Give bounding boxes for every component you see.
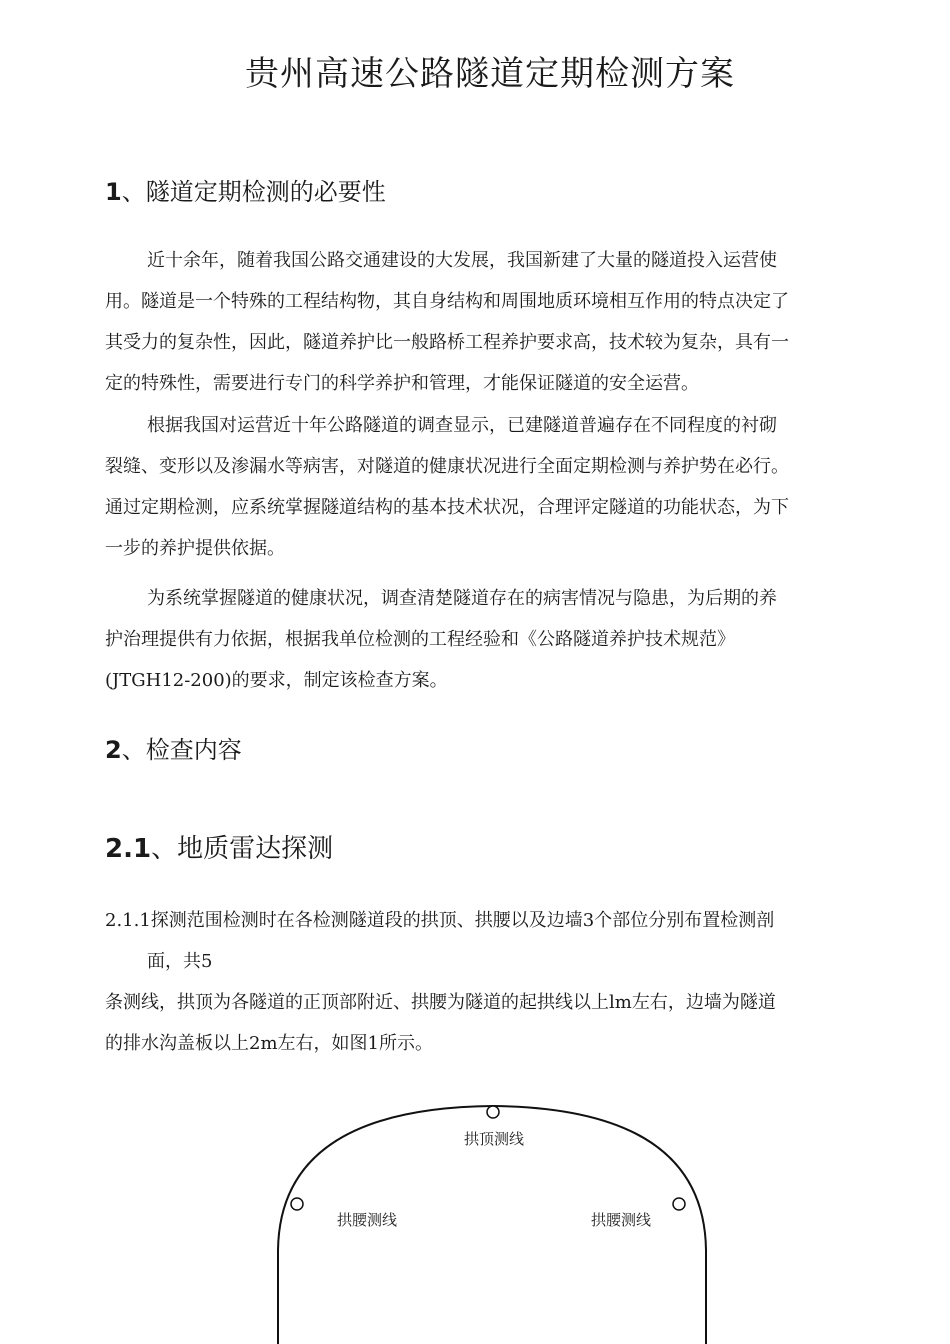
paragraph-line: (JTGH12-200)的要求，制定该检查方案。 bbox=[105, 670, 448, 691]
section-1-title: 、隧道定期检测的必要性 bbox=[121, 178, 386, 206]
item-line: 面，共5 bbox=[147, 951, 213, 972]
section-1-heading bbox=[105, 172, 386, 207]
item-line: 的排水沟盖板以上2m左右，如图1所示。 bbox=[105, 1033, 433, 1054]
paragraph-line: 根据我国对运营近十年公路隧道的调查显示，已建隧道普遍存在不同程度的衬砌 bbox=[147, 415, 777, 436]
section-2-title: 、检查内容 bbox=[121, 736, 242, 764]
paragraph-line: 护治理提供有力依据，根据我单位检测的工程经验和《公路隧道养护技术规范》 bbox=[105, 629, 735, 650]
section-1-number: 1 bbox=[105, 178, 122, 206]
section-2-heading bbox=[105, 730, 242, 765]
section-2-1-number: 2.1 bbox=[105, 834, 152, 864]
right-haunch-line-label: 拱腰测线 bbox=[590, 1211, 652, 1229]
paragraph-3 bbox=[105, 578, 877, 701]
document-title: 贵州高速公路隧道定期检测方案 bbox=[245, 54, 735, 94]
tunnel-cross-section-figure bbox=[260, 1100, 720, 1344]
crown-survey-point bbox=[487, 1106, 499, 1118]
paragraph-line: 一步的养护提供依据。 bbox=[105, 538, 285, 559]
paragraph-line: 定的特殊性，需要进行专门的科学养护和管理，才能保证隧道的安全运营。 bbox=[105, 373, 699, 394]
paragraph-line: 其受力的复杂性，因此，隧道养护比一般路桥工程养护要求高，技术较为复杂，具有一 bbox=[105, 332, 789, 353]
section-2-number: 2 bbox=[105, 736, 122, 764]
left-haunch-line-label: 拱腰测线 bbox=[336, 1211, 398, 1229]
item-line: 2.1.1探测范围检测时在各检测隧道段的拱顶、拱腰以及边墙3个部位分别布置检测剖 bbox=[105, 910, 775, 931]
paragraph-2 bbox=[105, 405, 877, 569]
paragraph-line: 通过定期检测，应系统掌握隧道结构的基本技术状况，合理评定隧道的功能状态，为下 bbox=[105, 497, 789, 518]
paragraph-line: 为系统掌握隧道的健康状况，调查清楚隧道存在的病害情况与隐患，为后期的养 bbox=[147, 588, 777, 609]
paragraph-line: 裂缝、变形以及渗漏水等病害，对隧道的健康状况进行全面定期检测与养护势在必行。 bbox=[105, 456, 789, 477]
left-haunch-survey-point bbox=[291, 1198, 303, 1210]
paragraph-line: 近十余年，随着我国公路交通建设的大发展，我国新建了大量的隧道投入运营使 bbox=[147, 250, 777, 271]
right-haunch-survey-point bbox=[673, 1198, 685, 1210]
item-line: 条测线，拱顶为各隧道的正顶部附近、拱腰为隧道的起拱线以上lm左右，边墙为隧道 bbox=[105, 992, 776, 1013]
item-2-1-1 bbox=[105, 900, 877, 1064]
tunnel-cross-section-diagram bbox=[260, 1100, 720, 1344]
paragraph-line: 用。隧道是一个特殊的工程结构物，其自身结构和周围地质环境相互作用的特点决定了 bbox=[105, 291, 789, 312]
crown-line-label: 拱顶测线 bbox=[463, 1130, 525, 1148]
section-2-1-title: 、地质雷达探测 bbox=[151, 834, 334, 864]
section-2-1-heading bbox=[105, 828, 333, 865]
paragraph-1 bbox=[105, 240, 877, 404]
